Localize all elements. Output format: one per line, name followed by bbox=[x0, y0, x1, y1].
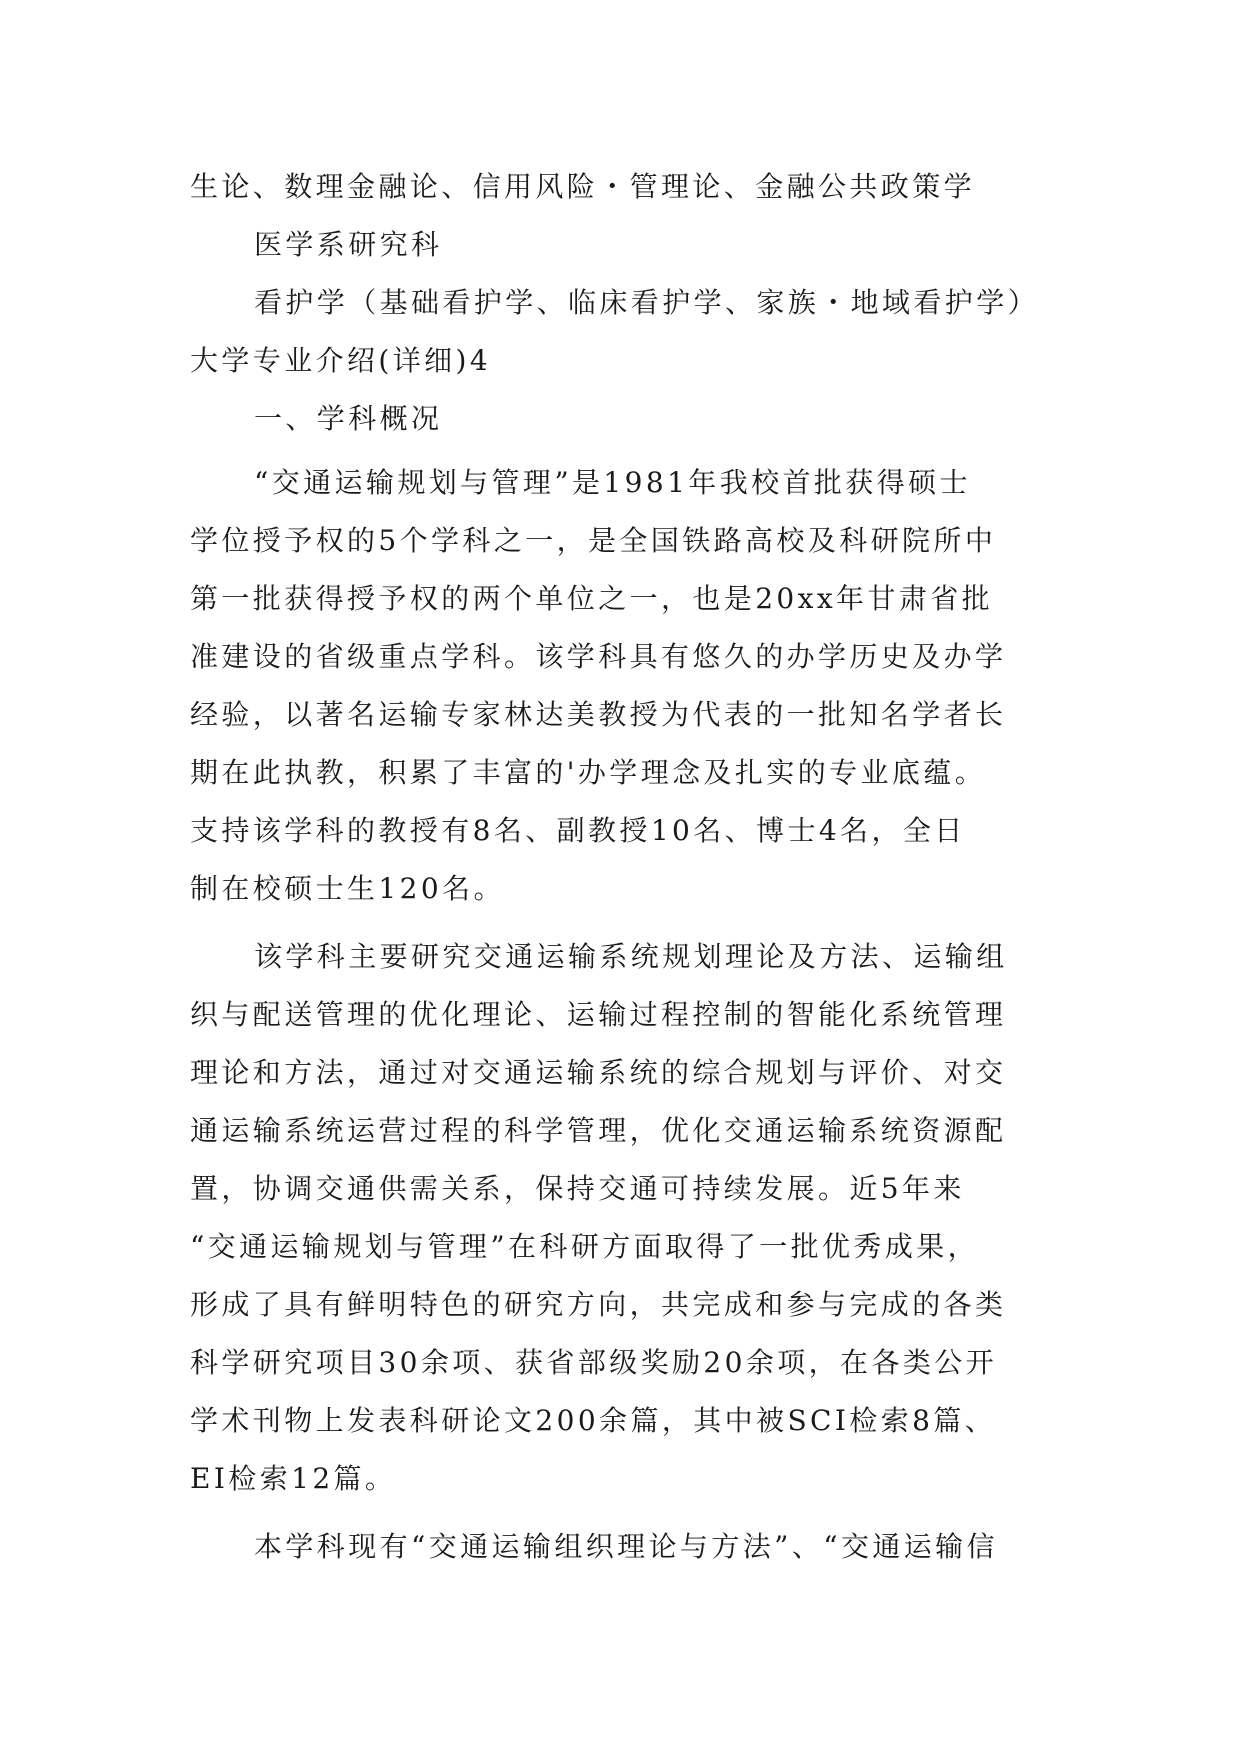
text-line: 生论、数理金融论、信用风险・管理论、金融公共政策学 bbox=[190, 170, 976, 203]
document-title: 大学专业介绍(详细)4 bbox=[190, 344, 492, 377]
paragraph-line: 织与配送管理的优化理论、运输过程控制的智能化系统管理 bbox=[190, 998, 1007, 1031]
paragraph-line: “交通运输规划与管理”是1981年我校首批获得硕士 bbox=[254, 466, 971, 499]
paragraph-line: 制在校硕士生120名。 bbox=[190, 872, 505, 905]
paragraph-line: 支持该学科的教授有8名、副教授10名、博士4名，全日 bbox=[190, 814, 966, 847]
section-heading: 一、学科概况 bbox=[254, 402, 443, 435]
paragraph-line: 第一批获得授予权的两个单位之一，也是20xx年甘肃省批 bbox=[190, 582, 994, 615]
paragraph-line: 科学研究项目30余项、获省部级奖励20余项，在各类公开 bbox=[190, 1346, 998, 1379]
paragraph-line: 准建设的省级重点学科。该学科具有悠久的办学历史及办学 bbox=[190, 640, 1007, 673]
paragraph-line: 理论和方法，通过对交通运输系统的综合规划与评价、对交 bbox=[190, 1056, 1007, 1089]
paragraph-line: 形成了具有鲜明特色的研究方向，共完成和参与完成的各类 bbox=[190, 1288, 1007, 1321]
paragraph-line: 学位授予权的5个学科之一，是全国铁路高校及科研院所中 bbox=[190, 524, 997, 557]
paragraph-line: 通运输系统运营过程的科学管理，优化交通运输系统资源配 bbox=[190, 1114, 1007, 1147]
section-heading: 医学系研究科 bbox=[254, 228, 443, 261]
paragraph-line: 置，协调交通供需关系，保持交通可持续发展。近5年来 bbox=[190, 1172, 965, 1205]
paragraph-line: 本学科现有“交通运输组织理论与方法”、“交通运输信 bbox=[254, 1530, 998, 1563]
paragraph-line: 经验，以著名运输专家林达美教授为代表的一批知名学者长 bbox=[190, 698, 1007, 731]
paragraph-line: 期在此执教，积累了丰富的'办学理念及扎实的专业底蕴。 bbox=[190, 756, 987, 789]
paragraph-line: EI检索12篇。 bbox=[190, 1462, 397, 1495]
paragraph-line: 该学科主要研究交通运输系统规划理论及方法、运输组 bbox=[254, 940, 1008, 973]
document-page bbox=[190, 158, 1060, 1576]
paragraph-line: 学术刊物上发表科研论文200余篇，其中被SCI检索8篇、 bbox=[190, 1404, 997, 1437]
text-line: 看护学（基础看护学、临床看护学、家族・地域看护学） bbox=[254, 286, 1040, 319]
paragraph-line: “交通运输规划与管理”在科研方面取得了一批优秀成果， bbox=[190, 1230, 980, 1263]
